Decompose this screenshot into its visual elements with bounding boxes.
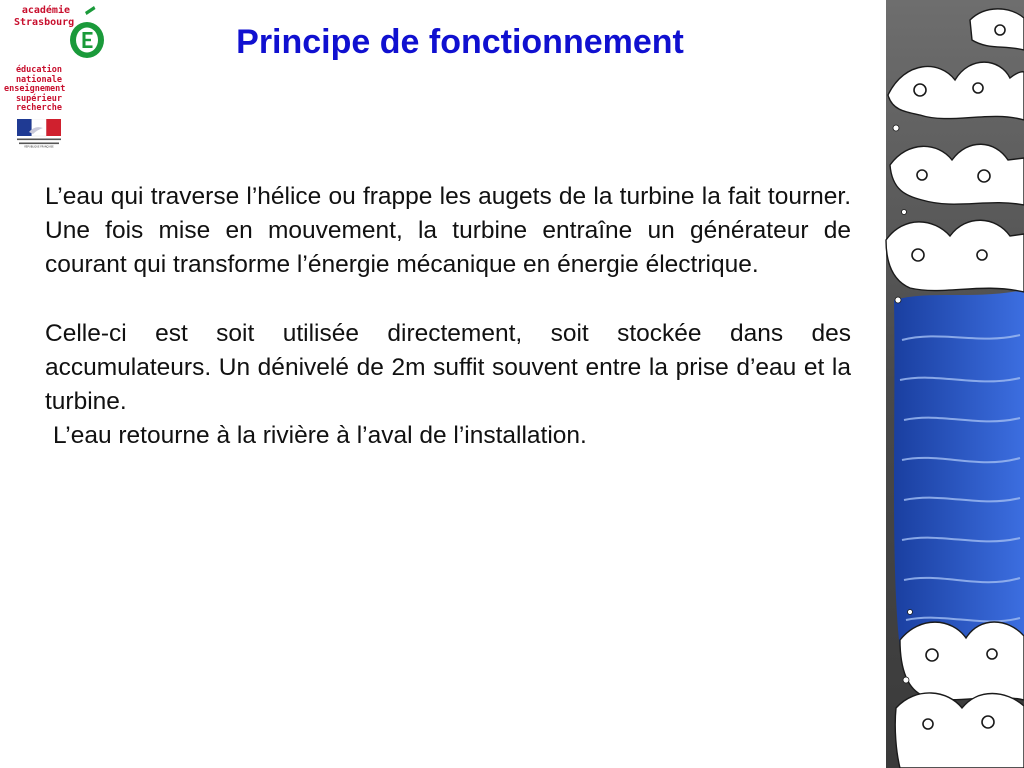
slide-body	[45, 180, 851, 453]
paragraph-storage: Celle-ci est soit utilisée directement, soit stockée dans des accumulateurs. Un dénivelé de 2m suffit souvent entre la prise d’eau et la turbine.	[45, 319, 851, 416]
logo-ministry-line-4: supérieur	[15, 93, 62, 104]
logo-ministry-line-5: recherche	[15, 103, 62, 114]
logo-academie-line-1: académie	[21, 5, 70, 16]
logo-academie-line-2: Strasbourg	[14, 17, 75, 28]
logo-ministry-line-1: éducation	[15, 65, 62, 75]
logo-ministry-text	[4, 65, 66, 114]
logo-ministry-line-2: nationale	[15, 74, 62, 85]
republique-francaise-flag-icon	[17, 119, 61, 148]
wave-illustration	[860, 0, 1024, 768]
slide-title: Principe de fonctionnement	[236, 23, 684, 61]
paragraph-return: L’eau retourne à la rivière à l’aval de l’installation.	[53, 422, 587, 450]
flag-caption: RÉPUBLIQUE FRANÇAISE	[24, 145, 54, 148]
paragraph-turbine: L’eau qui traverse l’hélice ou frappe les augets de la turbine la fait tourner. Une fois mise en mouvement, la turbine entraîne un générateur de courant qui transforme l’énergie mécanique en énergie électrique.	[45, 183, 851, 279]
logo-ministry-line-3: enseignement	[4, 84, 66, 95]
academie-logo	[2, 0, 106, 150]
logo-academie-text	[14, 5, 75, 29]
academie-emblem-icon	[68, 4, 106, 60]
